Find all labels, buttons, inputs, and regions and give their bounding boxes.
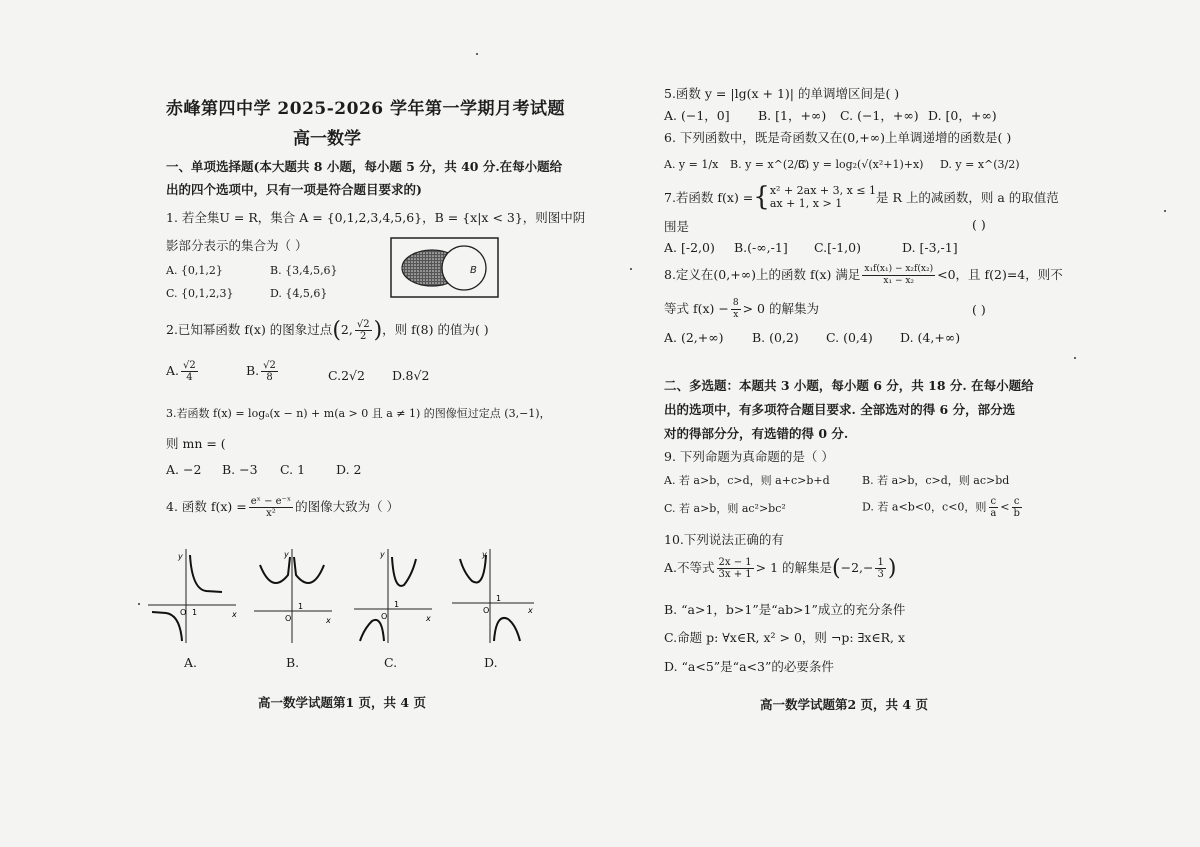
q3-option-a: A. −2 — [166, 462, 202, 477]
q1-stem-line2: 影部分表示的集合为（ ） — [166, 238, 308, 253]
exam-subtitle: 高一数学 — [293, 129, 361, 149]
q7-case1: x² + 2ax + 3, x ≤ 1 — [769, 184, 877, 197]
q3-option-c: C. 1 — [280, 462, 306, 477]
svg-text:y: y — [284, 550, 289, 559]
q5-option-b: B. [1，+∞) — [758, 108, 827, 123]
q4-graph-b — [252, 545, 336, 645]
q3-option-b: B. −3 — [222, 462, 258, 477]
svg-text:y: y — [380, 550, 385, 559]
q7-stem: 7.若函数 f(x) ={ x² + 2ax + 3, x ≤ 1 ax + 1, x > 1 是 R 上的减函数，则 a 的取值范 — [664, 182, 1059, 212]
svg-text:O: O — [483, 606, 490, 615]
q8-option-b: B. (0,2) — [752, 330, 799, 345]
q6-option-d: D. y = x^(3/2) — [940, 158, 1020, 171]
q5-option-c: C. (−1，+∞) — [840, 108, 919, 123]
svg-text:x: x — [528, 606, 533, 615]
q9-stem: 9. 下列命题为真命题的是（ ） — [664, 449, 834, 464]
q10-option-d: D. “a<5”是“a<3”的必要条件 — [664, 659, 834, 674]
q5-stem: 5.函数 y = |lg(x + 1)| 的单调增区间是( ) — [664, 86, 900, 101]
q1-stem-line1: 1. 若全集U = R，集合 A = {0,1,2,3,4,5,6}，B = {x|x < 3}，则图中阴 — [166, 210, 586, 225]
scan-speck — [1074, 357, 1076, 359]
section2-header-line3: 对的得部分分，有选错的得 0 分. — [664, 426, 849, 441]
svg-text:y: y — [482, 550, 487, 559]
venn-diagram — [390, 237, 500, 299]
q2-point-fraction: $\frac{√2}{2}$ — [356, 319, 370, 342]
q4-label-c: C. — [384, 655, 398, 670]
q2-option-d: D.8√2 — [392, 368, 430, 383]
svg-text:O: O — [285, 614, 292, 623]
q10-option-c: C.命题 p: ∀x∈R, x² > 0，则 ¬p: ∃x∈R, x — [664, 630, 906, 645]
q5-option-a: A. (−1，0] — [664, 108, 730, 123]
q4-label-a: A. — [184, 655, 198, 670]
q9-option-a: A. 若 a>b，c>d，则 a+c>b+d — [664, 474, 830, 487]
q7-stem-line2: 围是 — [664, 219, 690, 234]
q6-option-b: B. y = x^(2/3) — [730, 158, 810, 171]
section2-header-line2: 出的选项中，有多项符合题目要求. 全部选对的得 6 分，部分选 — [664, 402, 1016, 417]
q2-stem-prefix: 2.已知幂函数 f(x) 的图象过点 — [166, 322, 333, 337]
q3-stem-line1: 3.若函数 f(x) = logₐ(x − n) + m(a > 0 且 a ≠ 1) 的图像恒过定点 (3,−1)， — [166, 407, 551, 420]
q1-option-c: C. {0,1,2,3} — [166, 287, 234, 300]
q4-graph-a — [146, 545, 238, 645]
q2-option-b: B. $\frac{√2}{8}$ — [246, 360, 276, 383]
svg-text:1: 1 — [192, 608, 198, 617]
right-page — [600, 0, 1200, 847]
q1-option-a: A. {0,1,2} — [166, 264, 223, 277]
q9-option-d: D. 若 a<b<0，c<0，则 $\frac{c}{a}$ < $\frac{c}{b}$ — [862, 496, 1020, 519]
q8-stem-line2: 等式 f(x) − $\frac{8}{x}$ > 0 的解集为 — [664, 298, 819, 320]
q8-answer-paren: ( ) — [972, 302, 986, 317]
svg-text:x: x — [232, 610, 237, 619]
q7-option-a: A. [-2,0) — [664, 240, 715, 255]
q4-graph-c — [352, 545, 436, 645]
svg-text:y: y — [178, 552, 183, 561]
q4-stem: 4. 函数 f(x) = $\frac{\text{eˣ − e⁻ˣ}}{\text{x²}}$ 的图像大致为（ ） — [166, 496, 400, 519]
q5-option-d: D. [0，+∞) — [928, 108, 997, 123]
q8-stem: 8.定义在(0,+∞)上的函数 f(x) 满足 $\frac{\text{x₁f(x₁) − x₂f(x₂)}}{\text{x₁ − x₂}}$ <0，且 f(2)=4，则不 — [664, 264, 1063, 286]
q6-option-a: A. y = 1/x — [664, 158, 719, 171]
venn-label-b: B — [470, 265, 477, 276]
q4-label-d: D. — [484, 655, 498, 670]
svg-text:1: 1 — [298, 602, 304, 611]
q8-option-d: D. (4,+∞) — [900, 330, 961, 345]
q6-stem: 6. 下列函数中，既是奇函数又在(0,+∞)上单调递增的函数是( ) — [664, 130, 1012, 145]
q2-option-a: A. $\frac{√2}{4}$ — [166, 360, 196, 383]
svg-text:O: O — [381, 612, 388, 621]
q10-option-b: B. “a>1，b>1”是“ab>1”成立的充分条件 — [664, 602, 906, 617]
svg-text:1: 1 — [496, 594, 502, 603]
right-footer: 高一数学试题第2 页，共 4 页 — [760, 697, 928, 712]
left-footer: 高一数学试题第1 页，共 4 页 — [258, 695, 426, 710]
svg-text:x: x — [326, 616, 331, 625]
svg-text:O: O — [180, 608, 187, 617]
scan-speck — [476, 53, 478, 55]
q9-option-c: C. 若 a>b，则 ac²>bc² — [664, 502, 786, 515]
scan-speck — [630, 268, 632, 270]
q6-option-c: C. y = log₂(√(x²+1)+x) — [798, 158, 924, 171]
q1-option-b: B. {3,4,5,6} — [270, 264, 338, 277]
q2-option-c: C.2√2 — [328, 368, 365, 383]
svg-text:x: x — [426, 614, 431, 623]
q1-option-d: D. {4,5,6} — [270, 287, 328, 300]
q8-option-c: C. (0,4) — [826, 330, 873, 345]
venn-set-b — [442, 246, 486, 290]
q2-point-x: 2, — [340, 322, 353, 337]
q4-label-b: B. — [286, 655, 300, 670]
q2-stem-suffix: ，则 f(8) 的值为( ) — [382, 322, 489, 337]
q7-case2: ax + 1, x > 1 — [769, 197, 843, 210]
q10-stem: 10.下列说法正确的有 — [664, 532, 784, 547]
q7-option-b: B.(-∞,-1] — [734, 240, 788, 255]
exam-title: 赤峰第四中学 2025-2026 学年第一学期月考试题 — [166, 99, 566, 119]
q4-graph-d — [450, 545, 538, 645]
scan-speck — [1164, 210, 1166, 212]
q8-option-a: A. (2,+∞) — [664, 330, 724, 345]
q3-stem-line2: 则 mn = ( — [166, 436, 226, 451]
scan-speck — [138, 603, 140, 605]
q2-stem: 2.已知幂函数 f(x) 的图象过点(2, $\frac{√2}{2}$ )，则 f(8) 的值为( ) — [166, 318, 489, 343]
q7-answer-paren: ( ) — [972, 217, 986, 232]
q3-option-d: D. 2 — [336, 462, 362, 477]
svg-text:1: 1 — [394, 600, 400, 609]
q7-option-c: C.[-1,0) — [814, 240, 861, 255]
section2-header-line1: 二、多选题：本题共 3 小题，每小题 6 分，共 18 分. 在每小题给 — [664, 378, 1034, 393]
section1-header-line2: 出的四个选项中，只有一项是符合题目要求的) — [166, 182, 422, 197]
q9-option-b: B. 若 a>b，c>d，则 ac>bd — [862, 474, 1010, 487]
q10-option-a: A.不等式 $\frac{2x - 1}{3x + 1}$ > 1 的解集是(−2,− $\frac{1}{3}$ ) — [664, 556, 897, 581]
q7-option-d: D. [-3,-1] — [902, 240, 958, 255]
section1-header-line1: 一、单项选择题(本大题共 8 小题，每小题 5 分，共 40 分.在每小题给 — [166, 159, 563, 174]
